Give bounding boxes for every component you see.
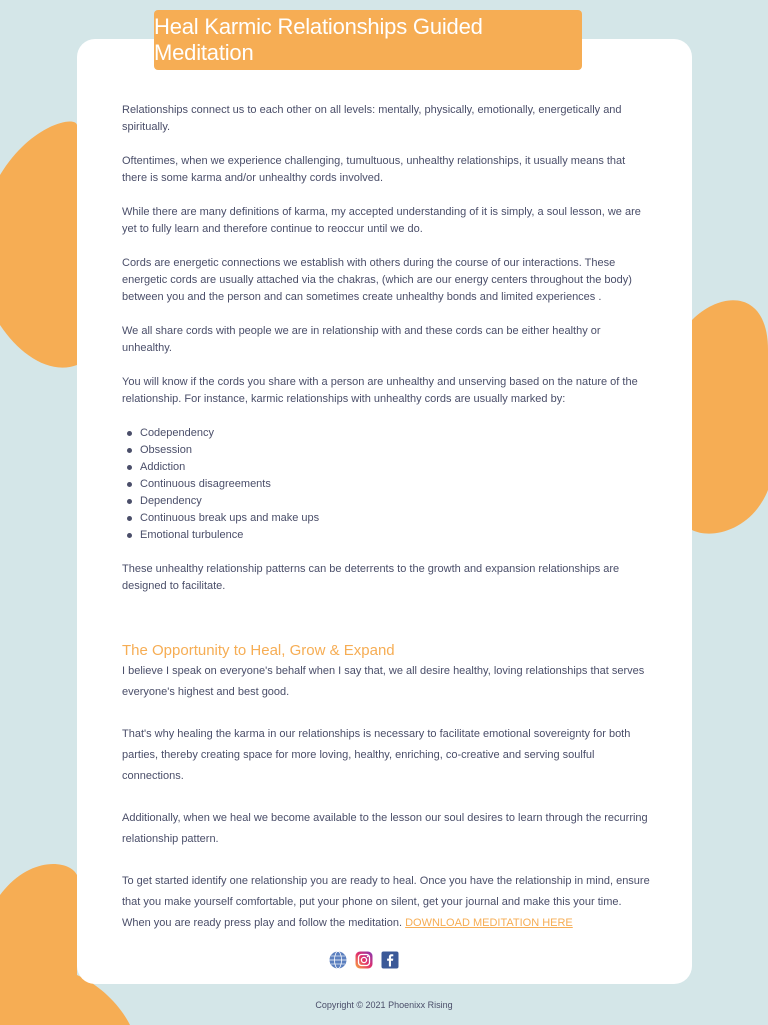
final-paragraph	[122, 871, 652, 934]
intro-section	[122, 102, 652, 934]
title-banner	[154, 10, 582, 70]
intro-paragraph-4: Cords are energetic connections we establish with others during the course of our interactions. These energetic cords are usually attached via the chakras, (which are our energy centers throughout the body) between you and the person and can sometimes create unhealthy bonds and limited experiences .	[122, 257, 632, 303]
after-bullets-paragraph: These unhealthy relationship patterns can be deterrents to the growth and expansion relationships are designed to facilitate.	[122, 563, 620, 592]
facebook-link[interactable]	[381, 951, 399, 969]
website-link[interactable]	[329, 951, 347, 969]
intro-paragraph-6: You will know if the cords you share with a person are unhealthy and unserving based on the nature of the relationship. For instance, karmic relationships with unhealthy cords are usually marked by:	[122, 376, 638, 405]
final-paragraph-text: To get started identify one relationship you are ready to heal. Once you have the relationship in mind, ensure that you make yourself comfortable, put your phone on silent, get your journal and make this your time. When you are ready press play and follow the meditation.	[122, 875, 650, 929]
social-links	[329, 951, 399, 969]
instagram-icon	[355, 951, 373, 969]
list-item: Emotional turbulence	[140, 527, 652, 544]
globe-icon	[329, 951, 347, 969]
list-item: Continuous break ups and make ups	[140, 510, 652, 527]
list-item: Dependency	[140, 493, 652, 510]
copyright-footer: Copyright © 2021 Phoenixx Rising	[315, 1000, 453, 1010]
karmic-signs-list	[122, 425, 652, 544]
intro-paragraph-3: While there are many definitions of karma, my accepted understanding of it is simply, a soul lesson, we are yet to fully learn and therefore continue to reoccur until we do.	[122, 206, 641, 235]
section-heading: The Opportunity to Heal, Grow & Expand	[122, 642, 395, 659]
section-paragraph-3: Additionally, when we heal we become available to the lesson our soul desires to learn through the recurring relationship pattern.	[122, 812, 648, 845]
list-item: Continuous disagreements	[140, 476, 652, 493]
list-item: Obsession	[140, 442, 652, 459]
right-orange-blob	[692, 290, 768, 550]
intro-paragraph-5: We all share cords with people we are in relationship with and these cords can be either healthy or unhealthy.	[122, 325, 601, 354]
facebook-icon	[381, 951, 399, 969]
section-paragraph-2: That's why healing the karma in our relationships is necessary to facilitate emotional sovereignty for both parties, thereby creating space for more loving, healthy, enriching, co-creative and serving soulful connections.	[122, 728, 631, 782]
intro-paragraph-1: Relationships connect us to each other on all levels: mentally, physically, emotionally, energetically and spiritually.	[122, 104, 622, 133]
list-item: Addiction	[140, 459, 652, 476]
list-item: Codependency	[140, 425, 652, 442]
opportunity-section	[122, 661, 652, 934]
section-paragraph-1: I believe I speak on everyone's behalf when I say that, we all desire healthy, loving relationships that serves everyone's highest and best good.	[122, 665, 645, 698]
instagram-link[interactable]	[355, 951, 373, 969]
download-meditation-link[interactable]: DOWNLOAD MEDITATION HERE	[405, 917, 573, 929]
content-card	[77, 39, 692, 984]
intro-paragraph-2: Oftentimes, when we experience challenging, tumultuous, unhealthy relationships, it usually means that there is some karma and/or unhealthy cords involved.	[122, 155, 626, 184]
page-title: Heal Karmic Relationships Guided Meditation	[154, 14, 483, 65]
